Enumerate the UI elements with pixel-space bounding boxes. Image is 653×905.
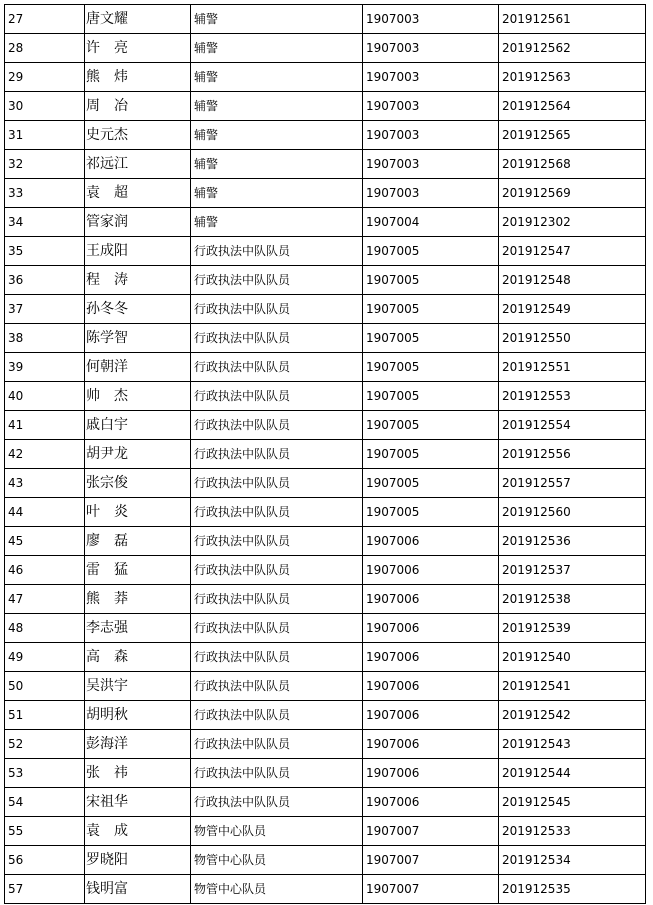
exam-number-cell: 201912561 [499,5,646,34]
table-row [5,701,646,730]
exam-number-cell: 201912547 [499,237,646,266]
row-number-cell: 42 [5,440,85,469]
position-cell: 行政执法中队队员 [191,353,363,382]
position-code-cell: 1907006 [363,614,499,643]
name-cell: 王成阳 [85,237,191,266]
row-number-cell: 34 [5,208,85,237]
position-code-cell: 1907005 [363,440,499,469]
row-number-cell: 30 [5,92,85,121]
name-cell: 何朝洋 [85,353,191,382]
row-number-cell: 37 [5,295,85,324]
position-cell: 行政执法中队队员 [191,295,363,324]
exam-number-cell: 201912539 [499,614,646,643]
row-number-cell: 51 [5,701,85,730]
exam-number-cell: 201912536 [499,527,646,556]
position-cell: 行政执法中队队员 [191,701,363,730]
position-cell: 行政执法中队队员 [191,614,363,643]
exam-number-cell: 201912302 [499,208,646,237]
table-row [5,846,646,875]
position-cell: 行政执法中队队员 [191,440,363,469]
position-code-cell: 1907005 [363,382,499,411]
position-cell: 行政执法中队队员 [191,266,363,295]
table-row [5,440,646,469]
table-row [5,208,646,237]
name-cell: 祁远江 [85,150,191,179]
position-code-cell: 1907003 [363,179,499,208]
position-code-cell: 1907003 [363,92,499,121]
table-row [5,875,646,904]
position-code-cell: 1907005 [363,498,499,527]
name-cell: 钱明富 [85,875,191,904]
row-number-cell: 36 [5,266,85,295]
row-number-cell: 55 [5,817,85,846]
table-row [5,643,646,672]
name-cell: 吴洪宇 [85,672,191,701]
name-cell: 叶 炎 [85,498,191,527]
exam-number-cell: 201912540 [499,643,646,672]
exam-number-cell: 201912538 [499,585,646,614]
exam-number-cell: 201912557 [499,469,646,498]
exam-number-cell: 201912569 [499,179,646,208]
name-cell: 胡尹龙 [85,440,191,469]
name-cell: 张宗俊 [85,469,191,498]
position-code-cell: 1907006 [363,527,499,556]
position-code-cell: 1907004 [363,208,499,237]
position-code-cell: 1907006 [363,556,499,585]
name-cell: 袁 超 [85,179,191,208]
row-number-cell: 32 [5,150,85,179]
row-number-cell: 29 [5,63,85,92]
position-code-cell: 1907006 [363,585,499,614]
name-cell: 史元杰 [85,121,191,150]
name-cell: 唐文耀 [85,5,191,34]
position-cell: 行政执法中队队员 [191,527,363,556]
row-number-cell: 43 [5,469,85,498]
row-number-cell: 28 [5,34,85,63]
name-cell: 周 冶 [85,92,191,121]
position-code-cell: 1907007 [363,846,499,875]
table-row [5,788,646,817]
position-code-cell: 1907007 [363,875,499,904]
table-row [5,817,646,846]
position-code-cell: 1907005 [363,353,499,382]
exam-number-cell: 201912560 [499,498,646,527]
exam-number-cell: 201912563 [499,63,646,92]
row-number-cell: 44 [5,498,85,527]
table-row [5,121,646,150]
position-cell: 辅警 [191,208,363,237]
name-cell: 彭海洋 [85,730,191,759]
position-cell: 行政执法中队队员 [191,469,363,498]
table-row [5,237,646,266]
exam-number-cell: 201912541 [499,672,646,701]
name-cell: 程 涛 [85,266,191,295]
table-row [5,150,646,179]
position-cell: 辅警 [191,179,363,208]
position-code-cell: 1907005 [363,411,499,440]
position-code-cell: 1907005 [363,324,499,353]
position-code-cell: 1907006 [363,788,499,817]
row-number-cell: 47 [5,585,85,614]
position-cell: 辅警 [191,92,363,121]
position-cell: 行政执法中队队员 [191,556,363,585]
position-code-cell: 1907006 [363,759,499,788]
position-code-cell: 1907006 [363,730,499,759]
position-cell: 行政执法中队队员 [191,759,363,788]
row-number-cell: 52 [5,730,85,759]
row-number-cell: 39 [5,353,85,382]
exam-number-cell: 201912553 [499,382,646,411]
position-code-cell: 1907005 [363,469,499,498]
row-number-cell: 48 [5,614,85,643]
table-row [5,34,646,63]
name-cell: 胡明秋 [85,701,191,730]
position-cell: 物管中心队员 [191,846,363,875]
position-cell: 物管中心队员 [191,817,363,846]
table-row [5,63,646,92]
position-cell: 辅警 [191,121,363,150]
name-cell: 袁 成 [85,817,191,846]
exam-number-cell: 201912549 [499,295,646,324]
position-code-cell: 1907006 [363,672,499,701]
position-code-cell: 1907005 [363,266,499,295]
position-cell: 辅警 [191,63,363,92]
name-cell: 罗晓阳 [85,846,191,875]
table-row [5,92,646,121]
table-row [5,585,646,614]
row-number-cell: 38 [5,324,85,353]
table-row [5,469,646,498]
position-cell: 行政执法中队队员 [191,324,363,353]
name-cell: 宋祖华 [85,788,191,817]
exam-number-cell: 201912548 [499,266,646,295]
row-number-cell: 56 [5,846,85,875]
position-cell: 辅警 [191,150,363,179]
position-code-cell: 1907006 [363,701,499,730]
table-row [5,411,646,440]
name-cell: 熊 莽 [85,585,191,614]
name-cell: 张 祎 [85,759,191,788]
position-code-cell: 1907003 [363,63,499,92]
position-cell: 行政执法中队队员 [191,672,363,701]
exam-number-cell: 201912565 [499,121,646,150]
position-cell: 行政执法中队队员 [191,382,363,411]
position-cell: 行政执法中队队员 [191,498,363,527]
position-code-cell: 1907003 [363,150,499,179]
position-code-cell: 1907007 [363,817,499,846]
table-body [5,5,646,904]
table-row [5,527,646,556]
name-cell: 高 森 [85,643,191,672]
exam-number-cell: 201912562 [499,34,646,63]
exam-number-cell: 201912542 [499,701,646,730]
name-cell: 管家润 [85,208,191,237]
table-row [5,266,646,295]
name-cell: 李志强 [85,614,191,643]
table-row [5,498,646,527]
position-code-cell: 1907006 [363,643,499,672]
exam-number-cell: 201912551 [499,353,646,382]
table-row [5,5,646,34]
exam-number-cell: 201912545 [499,788,646,817]
name-cell: 陈学智 [85,324,191,353]
exam-number-cell: 201912535 [499,875,646,904]
row-number-cell: 27 [5,5,85,34]
table-row [5,324,646,353]
table-row [5,672,646,701]
position-code-cell: 1907003 [363,5,499,34]
name-cell: 廖 磊 [85,527,191,556]
position-cell: 行政执法中队队员 [191,237,363,266]
table-row [5,759,646,788]
name-cell: 雷 猛 [85,556,191,585]
row-number-cell: 54 [5,788,85,817]
exam-number-cell: 201912550 [499,324,646,353]
table-row [5,295,646,324]
row-number-cell: 35 [5,237,85,266]
table-row [5,382,646,411]
exam-number-cell: 201912554 [499,411,646,440]
table-row [5,353,646,382]
row-number-cell: 46 [5,556,85,585]
row-number-cell: 33 [5,179,85,208]
row-number-cell: 41 [5,411,85,440]
exam-number-cell: 201912537 [499,556,646,585]
exam-number-cell: 201912556 [499,440,646,469]
exam-number-cell: 201912568 [499,150,646,179]
row-number-cell: 31 [5,121,85,150]
table-row [5,179,646,208]
exam-number-cell: 201912534 [499,846,646,875]
position-cell: 辅警 [191,5,363,34]
position-cell: 行政执法中队队员 [191,643,363,672]
position-cell: 行政执法中队队员 [191,730,363,759]
position-cell: 辅警 [191,34,363,63]
position-code-cell: 1907003 [363,34,499,63]
row-number-cell: 40 [5,382,85,411]
position-code-cell: 1907005 [363,237,499,266]
table-row [5,730,646,759]
row-number-cell: 53 [5,759,85,788]
row-number-cell: 49 [5,643,85,672]
exam-number-cell: 201912543 [499,730,646,759]
position-cell: 物管中心队员 [191,875,363,904]
name-cell: 帅 杰 [85,382,191,411]
exam-number-cell: 201912533 [499,817,646,846]
table-row [5,556,646,585]
exam-number-cell: 201912544 [499,759,646,788]
name-cell: 孙冬冬 [85,295,191,324]
name-cell: 许 亮 [85,34,191,63]
row-number-cell: 57 [5,875,85,904]
position-cell: 行政执法中队队员 [191,585,363,614]
name-cell: 戚白宇 [85,411,191,440]
personnel-list-table-container [4,4,645,904]
name-cell: 熊 炜 [85,63,191,92]
personnel-list-table [4,4,646,904]
position-cell: 行政执法中队队员 [191,411,363,440]
position-code-cell: 1907003 [363,121,499,150]
row-number-cell: 45 [5,527,85,556]
table-row [5,614,646,643]
row-number-cell: 50 [5,672,85,701]
position-code-cell: 1907005 [363,295,499,324]
position-cell: 行政执法中队队员 [191,788,363,817]
exam-number-cell: 201912564 [499,92,646,121]
